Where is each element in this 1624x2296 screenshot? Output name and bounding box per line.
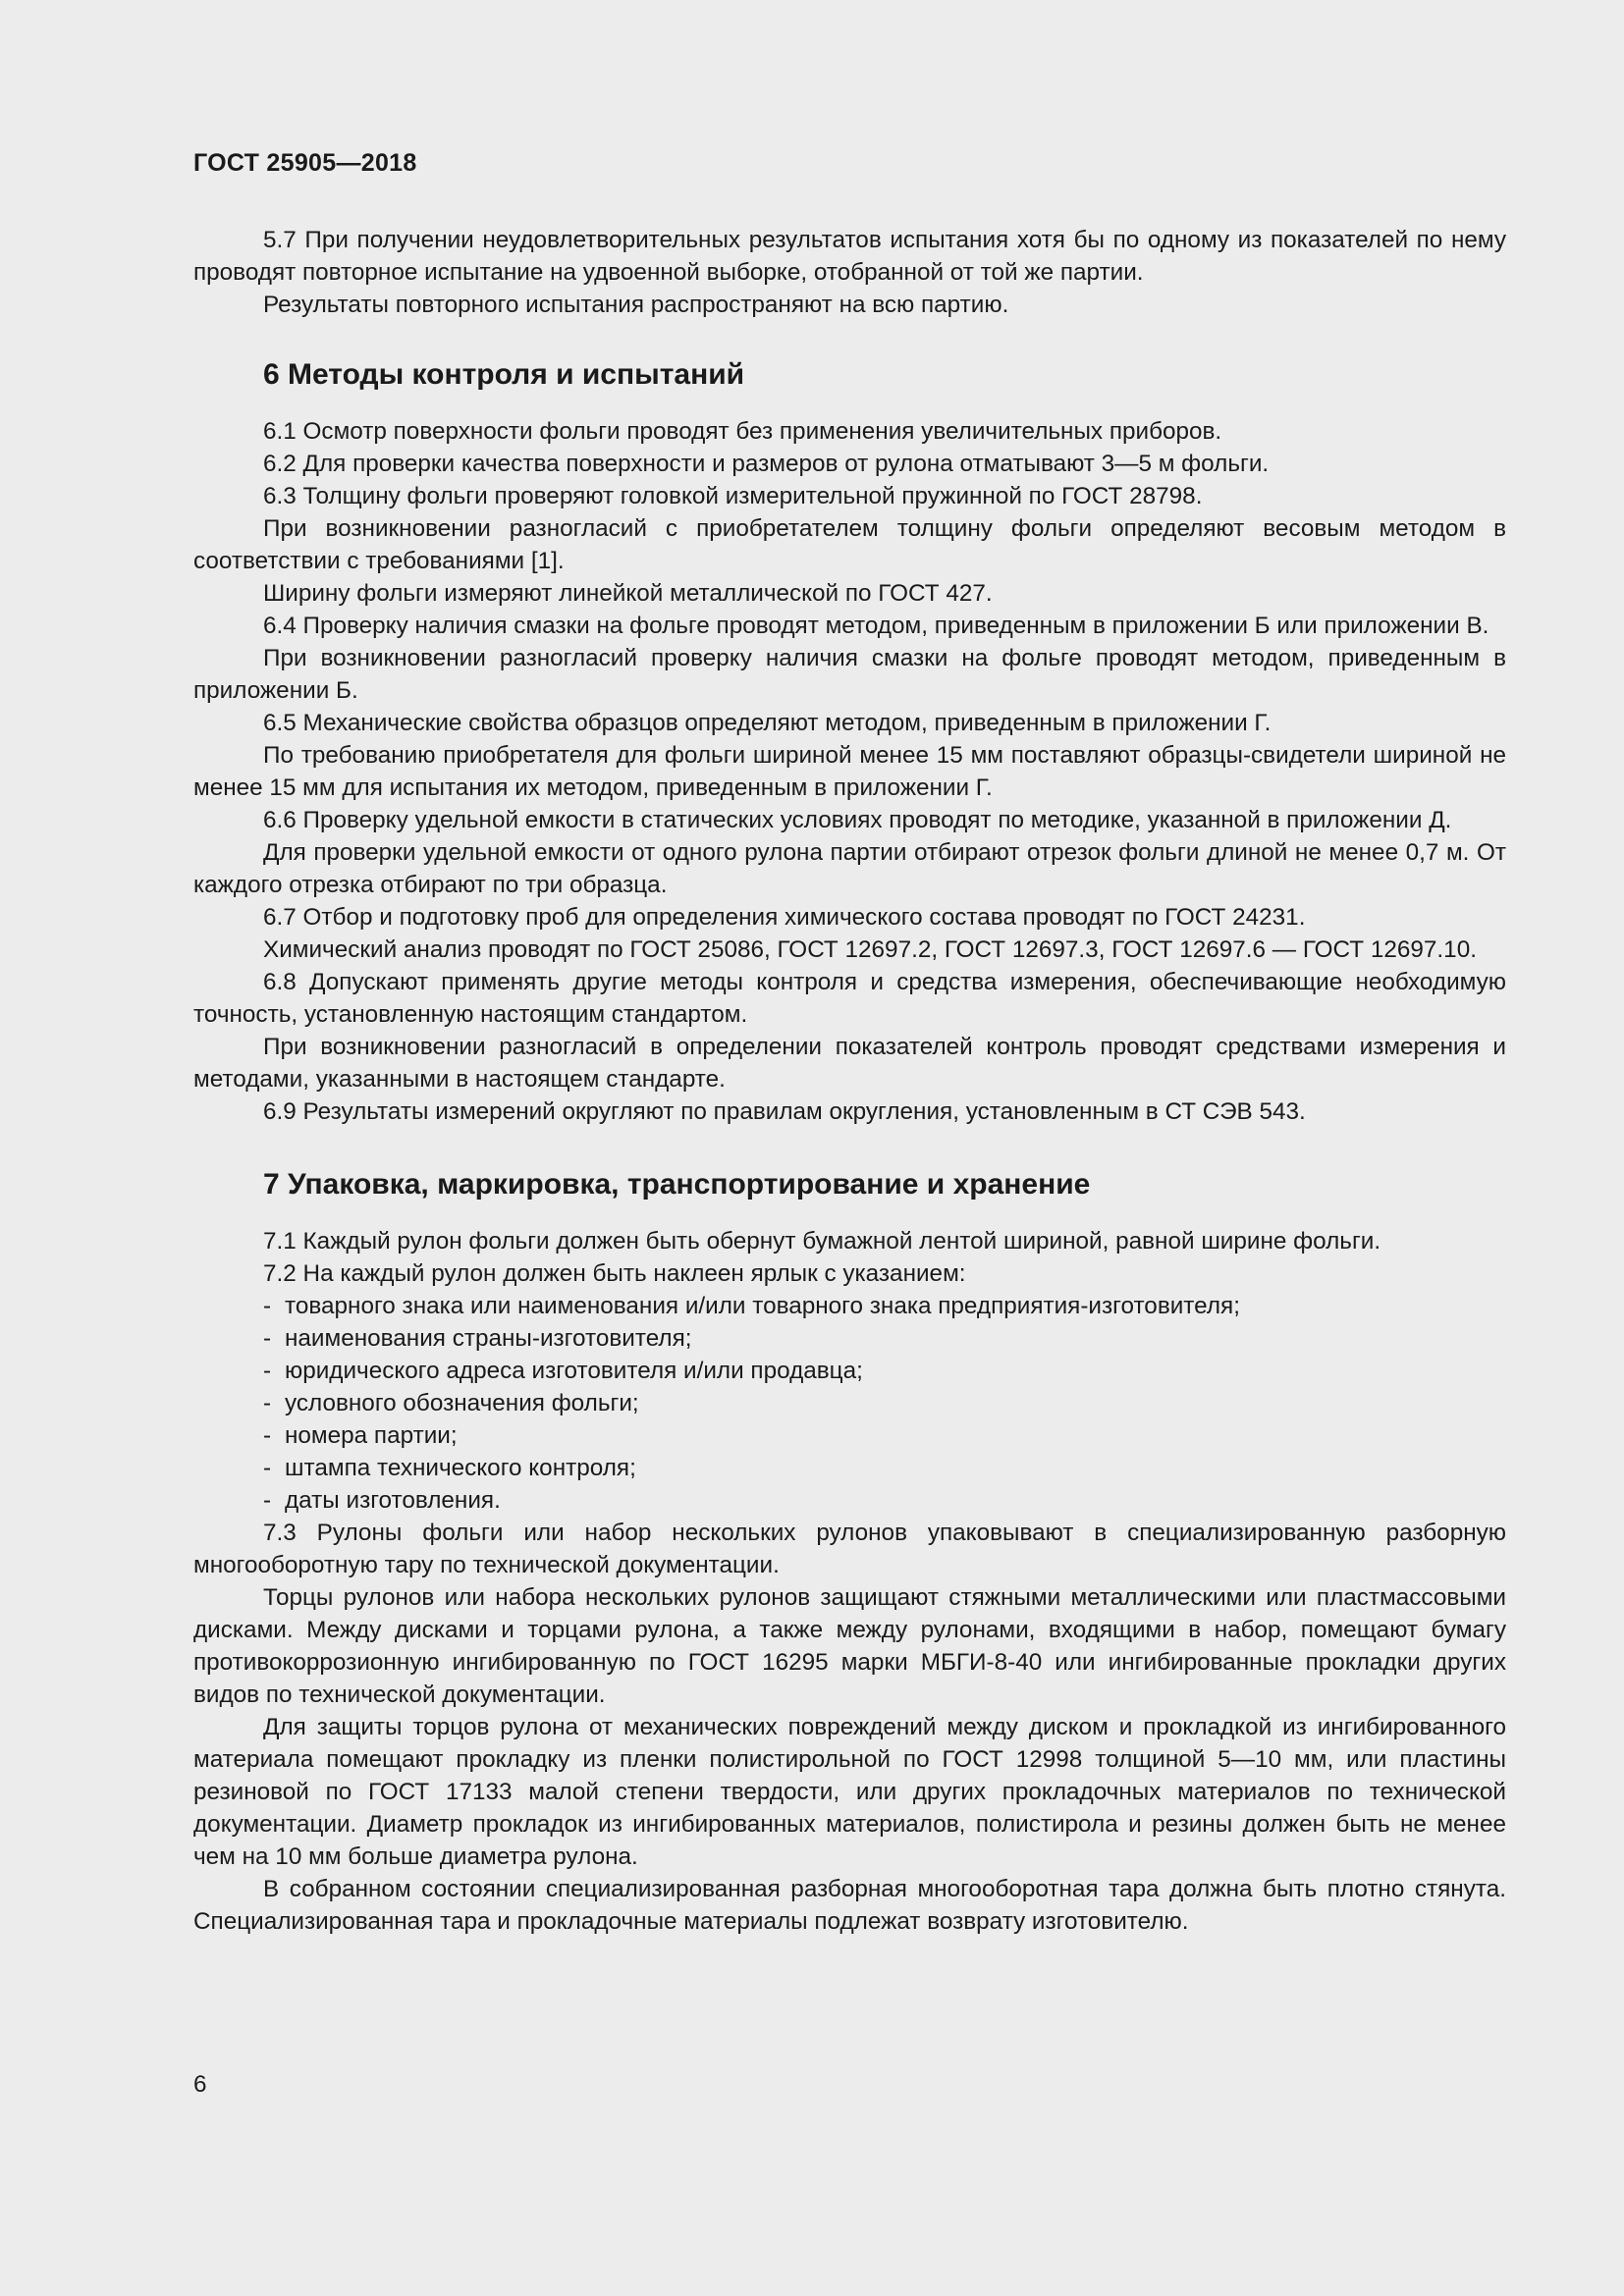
- paragraph-7-2: 7.2 На каждый рулон должен быть наклеен ярлык с указанием:: [263, 1260, 966, 1287]
- paragraph-7-3-assembled: В собранном состоянии специализированная разборная многооборотная тара должна быть плотно стянута. Специализированная тара и прокладочные материалы подлежат возврату изготовителю.: [193, 1876, 1506, 1935]
- paragraph: Для проверки удельной емкости от одного рулона партии отбирают отрезок фольги длиной не менее 0,7 м. От каждого отрезка отбирают по три образца.: [193, 839, 1506, 898]
- dash-bullet: -: [263, 1455, 272, 1481]
- list-item: [193, 1452, 1506, 1484]
- list-item-text: номера партии;: [285, 1422, 458, 1449]
- paragraph: При возникновении разногласий проверку наличия смазки на фольге проводят методом, приведенным в приложении Б.: [193, 645, 1506, 704]
- list-item: [193, 1484, 1506, 1517]
- paragraph: 6.6 Проверку удельной емкости в статических условиях проводят по методике, указанной в приложении Д.: [263, 807, 1452, 833]
- dash-bullet: -: [263, 1358, 272, 1384]
- list-item-text: штампа технического контроля;: [285, 1455, 636, 1481]
- paragraph: 6.8 Допускают применять другие методы контроля и средства измерения, обеспечивающие необходимую точность, установленную настоящим стандартом.: [193, 969, 1506, 1028]
- paragraph: Ширину фольги измеряют линейкой металлической по ГОСТ 427.: [263, 580, 993, 607]
- dash-bullet: -: [263, 1390, 272, 1416]
- list-item-text: товарного знака или наименования и/или товарного знака предприятия-изготовителя;: [285, 1293, 1240, 1319]
- list-item-text: условного обозначения фольги;: [285, 1390, 639, 1416]
- paragraph: 6.5 Механические свойства образцов определяют методом, приведенным в приложении Г.: [263, 710, 1272, 736]
- document-code-header: ГОСТ 25905—2018: [193, 149, 417, 177]
- dash-bullet: -: [263, 1325, 272, 1352]
- list-item: [193, 1322, 1506, 1355]
- paragraph-7-1: 7.1 Каждый рулон фольги должен быть обернут бумажной лентой шириной, равной ширине фольги.: [263, 1228, 1381, 1255]
- paragraph: 6.3 Толщину фольги проверяют головкой измерительной пружинной по ГОСТ 28798.: [263, 483, 1203, 509]
- section-6-paragraphs: [193, 415, 1506, 1128]
- page-number: 6: [193, 2071, 207, 2098]
- dash-bullet: -: [263, 1293, 272, 1319]
- paragraph-7-3: 7.3 Рулоны фольги или набор нескольких рулонов упаковывают в специализированную разборную многооборотную тару по технической документации.: [193, 1520, 1506, 1578]
- section-6-heading: 6 Методы контроля и испытаний: [263, 358, 745, 391]
- paragraph-7-3-ends: Торцы рулонов или набора нескольких рулонов защищают стяжными металлическими или пластмассовыми дисками. Между дисками и торцами рулона, а также между рулонами, входящими в набор, помещают бумагу противокоррозионную ингибированную по ГОСТ 16295 марки МБГИ-8-40 или ингибированные прокладки других видов по технической документации.: [193, 1584, 1506, 1708]
- dash-bullet: -: [263, 1487, 272, 1514]
- list-item: [193, 1387, 1506, 1419]
- section-7-heading: 7 Упаковка, маркировка, транспортирование и хранение: [263, 1168, 1091, 1201]
- paragraph: При возникновении разногласий в определении показателей контроль проводят средствами измерения и методами, указанными в настоящем стандарте.: [193, 1034, 1506, 1093]
- paragraph: 6.1 Осмотр поверхности фольги проводят без применения увеличительных приборов.: [263, 418, 1222, 445]
- paragraph: По требованию приобретателя для фольги шириной менее 15 мм поставляют образцы-свидетели шириной не менее 15 мм для испытания их методом, приведенным в приложении Г.: [193, 742, 1506, 801]
- paragraph: Химический анализ проводят по ГОСТ 25086, ГОСТ 12697.2, ГОСТ 12697.3, ГОСТ 12697.6 — ГОСТ 12697.10.: [263, 936, 1477, 963]
- paragraph-7-3-protection: Для защиты торцов рулона от механических повреждений между диском и прокладкой из ингибированного материала помещают прокладку из пленки полистирольной по ГОСТ 12998 толщиной 5—10 мм, или пластины резиновой по ГОСТ 17133 малой степени твердости, или других прокладочных материалов по технической документации. Диаметр прокладок из ингибированных материалов, полистирола и резины должен быть не менее чем на 10 мм больше диаметра рулона.: [193, 1714, 1506, 1870]
- list-item-text: наименования страны-изготовителя;: [285, 1325, 692, 1352]
- list-item-text: юридического адреса изготовителя и/или продавца;: [285, 1358, 863, 1384]
- paragraph: При возникновении разногласий с приобретателем толщину фольги определяют весовым методом в соответствии с требованиями [1].: [193, 515, 1506, 574]
- dash-bullet: -: [263, 1422, 272, 1449]
- paragraph: 6.2 Для проверки качества поверхности и размеров от рулона отматывают 3—5 м фольги.: [263, 451, 1270, 477]
- paragraph: 6.9 Результаты измерений округляют по правилам округления, установленным в СТ СЭВ 543.: [263, 1098, 1306, 1125]
- label-requirements-list: [193, 1290, 1506, 1517]
- paragraph: 6.7 Отбор и подготовку проб для определения химического состава проводят по ГОСТ 24231.: [263, 904, 1306, 931]
- paragraph: 6.4 Проверку наличия смазки на фольге проводят методом, приведенным в приложении Б или приложении В.: [263, 613, 1489, 639]
- list-item: [193, 1290, 1506, 1322]
- paragraph-5-7: 5.7 При получении неудовлетворительных результатов испытания хотя бы по одному из показателей по нему проводят повторное испытание на удвоенной выборке, отобранной от той же партии.: [193, 227, 1506, 286]
- document-body: [193, 224, 1506, 1938]
- list-item-text: даты изготовления.: [285, 1487, 501, 1514]
- list-item: [193, 1419, 1506, 1452]
- list-item: [193, 1355, 1506, 1387]
- paragraph-5-7-cont: Результаты повторного испытания распространяют на всю партию.: [263, 292, 1009, 318]
